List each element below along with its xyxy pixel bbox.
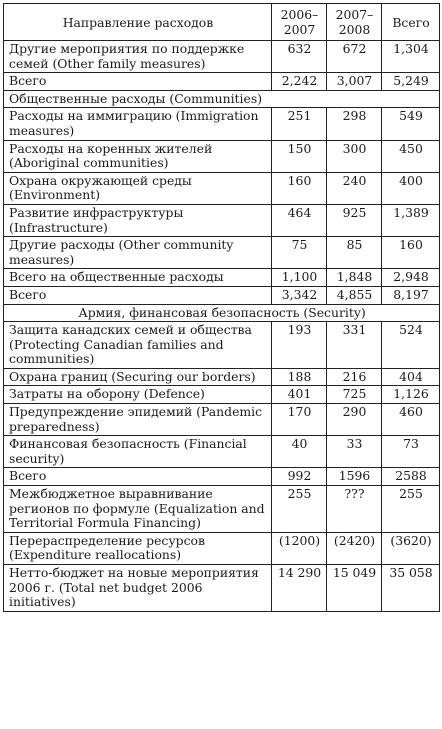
value-2006-2007: 193 bbox=[272, 322, 327, 369]
value-2007-2008: 331 bbox=[327, 322, 382, 369]
row-label: Всего bbox=[4, 468, 272, 486]
value-2007-2008: 240 bbox=[327, 172, 382, 204]
row-label: Всего bbox=[4, 286, 272, 304]
table-row bbox=[4, 386, 440, 404]
row-label: Другие расходы (Other community measures) bbox=[4, 237, 272, 269]
value-2006-2007: 170 bbox=[272, 404, 327, 436]
value-total: 450 bbox=[382, 140, 440, 172]
value-2007-2008: 300 bbox=[327, 140, 382, 172]
section-row bbox=[4, 90, 440, 108]
value-2007-2008: 672 bbox=[327, 41, 382, 73]
value-2007-2008: 4,855 bbox=[327, 286, 382, 304]
value-total: 255 bbox=[382, 486, 440, 533]
row-label: Финансовая безопасность (Financial security) bbox=[4, 436, 272, 468]
value-total: 460 bbox=[382, 404, 440, 436]
value-2006-2007: 160 bbox=[272, 172, 327, 204]
value-2007-2008: 1596 bbox=[327, 468, 382, 486]
value-2007-2008: 15 049 bbox=[327, 565, 382, 612]
header-direction: Направление расходов bbox=[4, 4, 272, 41]
value-2006-2007: 251 bbox=[272, 108, 327, 140]
row-label: Межбюджетное выравнивание регионов по формуле (Equalization and Territorial Formula Financing) bbox=[4, 486, 272, 533]
value-2006-2007: 75 bbox=[272, 237, 327, 269]
value-2006-2007: 992 bbox=[272, 468, 327, 486]
value-total: 1,304 bbox=[382, 41, 440, 73]
value-total: 160 bbox=[382, 237, 440, 269]
value-total: 1,126 bbox=[382, 386, 440, 404]
value-total: 5,249 bbox=[382, 73, 440, 91]
table-row bbox=[4, 532, 440, 564]
value-total: 2588 bbox=[382, 468, 440, 486]
header-2007-2008: 2007–2008 bbox=[327, 4, 382, 41]
value-2007-2008: 3,007 bbox=[327, 73, 382, 91]
row-label: Охрана границ (Securing our borders) bbox=[4, 368, 272, 386]
row-label: Нетто-бюджет на новые мероприятия 2006 г. (Total net budget 2006 initiatives) bbox=[4, 565, 272, 612]
header-2006-2007: 2006–2007 bbox=[272, 4, 327, 41]
value-total: 2,948 bbox=[382, 269, 440, 287]
table-row bbox=[4, 436, 440, 468]
value-2006-2007: 632 bbox=[272, 41, 327, 73]
value-total: (3620) bbox=[382, 532, 440, 564]
row-label: Защита канадских семей и общества (Protecting Canadian families and communities) bbox=[4, 322, 272, 369]
value-2007-2008: (2420) bbox=[327, 532, 382, 564]
value-2007-2008: 290 bbox=[327, 404, 382, 436]
section-title: Общественные расходы (Communities) bbox=[4, 90, 440, 108]
table-row bbox=[4, 108, 440, 140]
table-row bbox=[4, 368, 440, 386]
value-total: 8,197 bbox=[382, 286, 440, 304]
expenditure-table bbox=[3, 3, 440, 612]
table-body bbox=[4, 41, 440, 612]
value-2007-2008: 925 bbox=[327, 204, 382, 236]
value-total: 35 058 bbox=[382, 565, 440, 612]
value-2007-2008: ??? bbox=[327, 486, 382, 533]
value-2006-2007: 1,100 bbox=[272, 269, 327, 287]
row-label: Всего на общественные расходы bbox=[4, 269, 272, 287]
value-2007-2008: 725 bbox=[327, 386, 382, 404]
table-row bbox=[4, 73, 440, 91]
section-title: Армия, финансовая безопасность (Security) bbox=[4, 304, 440, 322]
table-row bbox=[4, 41, 440, 73]
table-row bbox=[4, 486, 440, 533]
value-2006-2007: 14 290 bbox=[272, 565, 327, 612]
table-row bbox=[4, 565, 440, 612]
value-total: 524 bbox=[382, 322, 440, 369]
row-label: Охрана окружающей среды (Environment) bbox=[4, 172, 272, 204]
value-2007-2008: 216 bbox=[327, 368, 382, 386]
table-row bbox=[4, 140, 440, 172]
value-2006-2007: 40 bbox=[272, 436, 327, 468]
value-2007-2008: 298 bbox=[327, 108, 382, 140]
table-row bbox=[4, 404, 440, 436]
value-2006-2007: (1200) bbox=[272, 532, 327, 564]
row-label: Развитие инфраструктуры (Infrastructure) bbox=[4, 204, 272, 236]
value-2006-2007: 401 bbox=[272, 386, 327, 404]
row-label: Расходы на иммиграцию (Immigration measures) bbox=[4, 108, 272, 140]
table-row bbox=[4, 237, 440, 269]
value-total: 73 bbox=[382, 436, 440, 468]
value-2006-2007: 2,242 bbox=[272, 73, 327, 91]
value-total: 549 bbox=[382, 108, 440, 140]
section-row bbox=[4, 304, 440, 322]
row-label: Перераспределение ресурсов (Expenditure reallocations) bbox=[4, 532, 272, 564]
table-row bbox=[4, 204, 440, 236]
table-row bbox=[4, 286, 440, 304]
value-2006-2007: 3,342 bbox=[272, 286, 327, 304]
table-row bbox=[4, 172, 440, 204]
value-2007-2008: 1,848 bbox=[327, 269, 382, 287]
value-2006-2007: 255 bbox=[272, 486, 327, 533]
value-2007-2008: 85 bbox=[327, 237, 382, 269]
value-2006-2007: 150 bbox=[272, 140, 327, 172]
header-total: Всего bbox=[382, 4, 440, 41]
value-total: 1,389 bbox=[382, 204, 440, 236]
value-2007-2008: 33 bbox=[327, 436, 382, 468]
value-total: 404 bbox=[382, 368, 440, 386]
value-2006-2007: 188 bbox=[272, 368, 327, 386]
table-row bbox=[4, 468, 440, 486]
row-label: Затраты на оборону (Defence) bbox=[4, 386, 272, 404]
table-row bbox=[4, 322, 440, 369]
value-2006-2007: 464 bbox=[272, 204, 327, 236]
value-total: 400 bbox=[382, 172, 440, 204]
row-label: Всего bbox=[4, 73, 272, 91]
table-header-row bbox=[4, 4, 440, 41]
row-label: Другие мероприятия по поддержке семей (Other family measures) bbox=[4, 41, 272, 73]
table-row bbox=[4, 269, 440, 287]
row-label: Предупреждение эпидемий (Pandemic preparedness) bbox=[4, 404, 272, 436]
row-label: Расходы на коренных жителей (Aboriginal communities) bbox=[4, 140, 272, 172]
